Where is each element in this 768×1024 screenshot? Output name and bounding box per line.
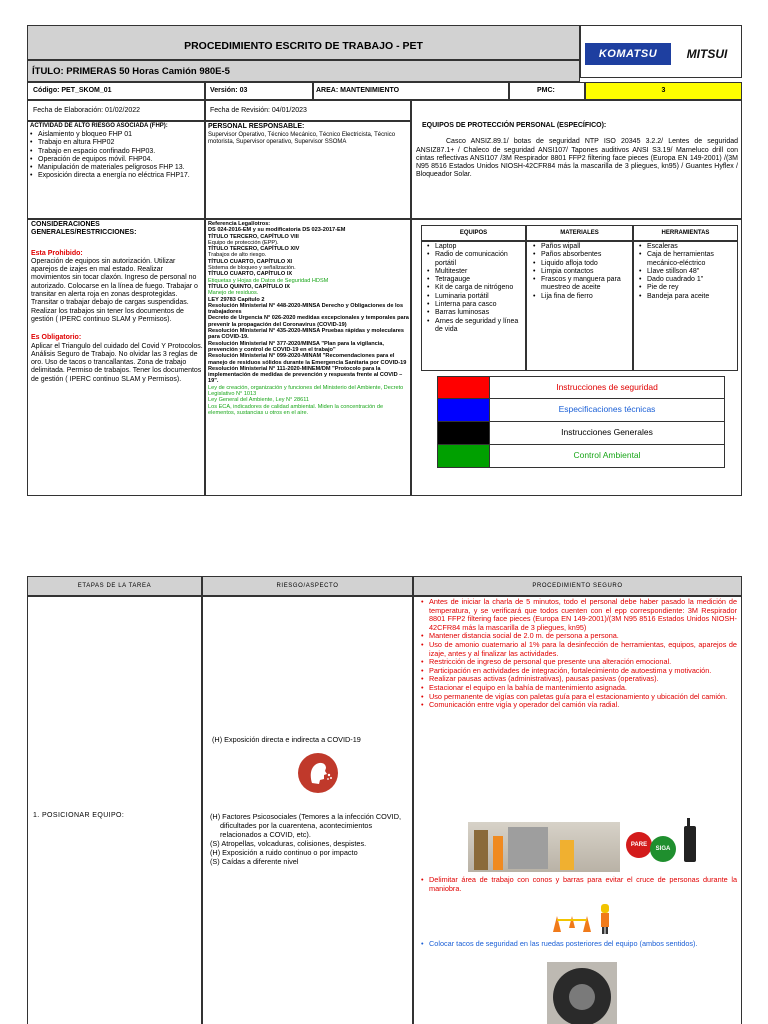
- logo-area: [580, 25, 742, 78]
- list-item: • Colocar tacos de seguridad en las ruedas posteriores del equipo (ambos sentidos).: [421, 940, 737, 949]
- list-item: • Paños absorbentes: [533, 251, 631, 259]
- epp-block: [416, 122, 738, 180]
- risk-activity-block: [30, 123, 204, 181]
- legal-line: LEY 29783 Capítulo 2: [208, 296, 265, 303]
- legal-line: Resolución Ministerial N° 111-2020-MINEM/DM "Protocolo para la implementación de medidas de prevención y respuesta frente al COVID – 19".: [208, 365, 403, 385]
- list-item: • Uso permanente de vigías con paletas guía para el estacionamiento y ubicación del camión.: [421, 693, 737, 702]
- list-item: • Operación de equipos móvil. FHP04.: [30, 156, 204, 164]
- legal-line: TÍTULO CUARTO, CAPÍTULO XI: [208, 258, 293, 265]
- radio-icon: [684, 826, 696, 862]
- wheel-chock-image: [547, 962, 617, 1024]
- list-item: • Uso de amonio cuaternario al 1% para la desinfección de herramientas, equipos, aparejos de izaje, antes y al finalizar las actividades.: [421, 641, 737, 658]
- prohibited-title: Esta Prohibido:: [31, 249, 83, 257]
- legal-line: TÍTULO TERCERO, CAPÍTULO XIV: [208, 246, 300, 253]
- legend-row: [437, 399, 725, 422]
- legal-line: Equipo de protección (EPP).: [208, 239, 279, 246]
- list-item: • Frascos y manguera para muestreo de aceite: [533, 276, 631, 293]
- legend-swatch: [438, 399, 490, 421]
- legal-line: Resolución Ministerial N° 377-2020/MINSA "Plan para la vigilancia, prevención y control de COVID-19 en el trabajo": [208, 340, 384, 353]
- legal-line: Resolución Ministerial N° 435-2020-MINSA Pruebas rápidas y moleculares para COVID-19.: [208, 328, 405, 341]
- list-item: • Liquido afloja todo: [533, 260, 631, 268]
- mandatory-text: Aplicar el Triangulo del cuidado del Covid Y Protocolos. Análisis Seguro de Trabajo. No olvidar las 3 reglas de oro. Uso de tacos o trancallantas. Zona de trabajo delimitada. Permiso de trabajos. Tener los documentos de gestión ( IPERC continuo SLAM y Permisos).: [31, 342, 203, 383]
- list-item: • Realizar pausas activas (administrativas), pausas pasivas (operativas).: [421, 675, 737, 684]
- legal-line: Manejo de residuos.: [208, 290, 259, 297]
- equipos-list: [427, 243, 523, 334]
- legend-row: [437, 422, 725, 445]
- legal-line: DS 024-2016-EM y su modificatoria DS 023-2017-EM: [208, 227, 346, 234]
- legal-line: TÍTULO QUINTO, CAPÍTULO IX: [208, 283, 290, 290]
- legend-row: [437, 445, 725, 468]
- document-area: AREA: MANTENIMIENTO: [316, 87, 400, 94]
- list-item: • Kit de carga de nitrógeno: [427, 284, 523, 292]
- list-item: • Trabajo en altura FHP02: [30, 139, 204, 147]
- epp-title: EQUIPOS DE PROTECCIÓN PERSONAL (ESPECÍFICO):: [422, 122, 607, 129]
- list-item: • Estacionar el equipo en la bahía de mantenimiento asignada.: [421, 684, 737, 693]
- personnel-block: [208, 123, 408, 146]
- mitsui-logo: MITSUI: [686, 47, 728, 61]
- list-item: • Manipulación de materiales peligrosos FHP 13.: [30, 164, 204, 172]
- legend-swatch: [438, 422, 490, 444]
- materiales-header: MATERIALES: [560, 230, 599, 236]
- list-item: • Pie de rey: [639, 284, 736, 292]
- legal-line: Resolución Ministerial N° 099-2020-MINAM "Recomendaciones para el manejo de residuos sólidos durante la Emergencia Sanitaria por COVID-19: [208, 353, 407, 366]
- legend-label: Control Ambiental: [573, 450, 641, 460]
- considerations-title: CONSIDERACIONES GENERALES/RESTRICCIONES:: [31, 221, 137, 237]
- legal-line: Los ECA, indicadores de calidad ambiental. Miden la concentración de elementos, sustancias u otros en el aire.: [208, 403, 384, 416]
- list-item: • Dado cuadrado 1": [639, 276, 736, 284]
- stage-column-header: ETAPAS DE LA TAREA: [77, 583, 152, 589]
- list-item: • Luminaria portátil: [427, 293, 523, 301]
- pmc-label: PMC:: [537, 87, 555, 94]
- legend-row: [437, 376, 725, 399]
- pmc-value: 3: [661, 87, 666, 94]
- list-item: • Antes de iniciar la charla de 5 minutos, todo el personal debe haber pasado la medición de temperatura, y se verificará que todos cuenten con el epp correspondiente: 3M Respirador 8801 FFP2 filtering face pieces (Europa EN 149-2001)/(3M N95 8516 Estados Unidos NIOSH-42CFR84 más la mascarilla de 3 pliegues, kn95): [421, 598, 737, 632]
- list-item: • Llave stillson 48": [639, 268, 736, 276]
- list-item: • Barras luminosas: [427, 309, 523, 317]
- color-legend: [437, 376, 725, 468]
- legal-line: TÍTULO TERCERO, CAPÍTULO VIII: [208, 233, 299, 240]
- mandatory-title: Es Obligatorio:: [31, 334, 82, 342]
- epp-text: Casco ANSIZ.89.1/ botas de seguridad NTP ISO 20345 3.2.2/ Lentes de seguridad ANSIZ87.1+ / Chaleco de seguridad ANSI107/ Tapones auditivos ANSI S3.19/ Marneluco drill con cintas reflectivas ANSI107 /3M Respirador 8801 FFP2 filtering face pieces (Europa EN 149-2001) /(3M N95 8516 Estados Unidos NIOSH-42CFR84 más la mascarilla de 3 pliegues, kn95) / Guantes Hyflex / Bloqueador Solar.: [416, 138, 738, 179]
- procedure-chocks-list: [421, 940, 737, 949]
- pare-sign-icon: PARE: [626, 832, 652, 858]
- procedure-delimit-list: [421, 876, 737, 893]
- list-item: • Participación en actividades de integración, fortalecimiento de autoestima y motivación.: [421, 667, 737, 676]
- legend-swatch: [438, 445, 490, 467]
- list-item: • Aislamiento y bloqueo FHP 01: [30, 131, 204, 139]
- cones-barrier-image: [547, 898, 619, 936]
- list-item: • Exposición directa a energía no eléctrica FHP17.: [30, 172, 204, 180]
- legend-label: Instrucciones Generales: [561, 427, 653, 437]
- legal-references: [208, 221, 409, 416]
- risk-psychosocial: (H) Factores Psicosociales (Temores a la infección COVID, dificultades por la cuarentena, acontecimientos relacionados a COVID, etc).: [210, 812, 401, 839]
- risk-falls: (S) Caídas a diferente nivel: [210, 857, 299, 866]
- revision-date: Fecha de Revisión: 04/01/2023: [210, 107, 307, 114]
- risk-noise: (H) Exposición a ruido continuo o por impacto: [210, 848, 358, 857]
- list-item: • Bandeja para aceite: [639, 293, 736, 301]
- legal-line: Resolución Ministerial N° 448-2020-MINSA Derecho y Obligaciones de los trabajadores: [208, 302, 404, 316]
- herramientas-list: [639, 243, 736, 301]
- equipos-header: EQUIPOS: [459, 230, 488, 236]
- document-code: Código: PET_SKOM_01: [33, 87, 112, 94]
- legal-line: Ley General del Ambiente, Ley N° 28611: [208, 397, 310, 404]
- legal-line: Sistema de bloqueo y señalización.: [208, 265, 296, 272]
- covid-cough-icon: [298, 753, 338, 793]
- list-item: • Paños wipall: [533, 243, 631, 251]
- risk-activity-title: ACTIVIDAD DE ALTO RIESGO ASOCIADA (FHP):: [30, 123, 168, 129]
- list-item: • Restricción de ingreso de personal que presente una alteración emocional.: [421, 658, 737, 667]
- task-stage-cell: [27, 596, 202, 1024]
- legal-title: Referencia Legal/otros:: [208, 221, 271, 227]
- risk-list: [210, 812, 410, 866]
- list-item: • Radio de comunicación portátil: [427, 251, 523, 268]
- list-item: • Caja de herramientas mecánico-eléctrico: [639, 251, 736, 268]
- procedure-safety-list: [421, 598, 737, 710]
- document-subtitle: ÍTULO: PRIMERAS 50 Horas Camión 980E-5: [32, 66, 230, 77]
- legal-line: TÍTULO CUARTO, CAPÍTULO IX: [208, 271, 293, 278]
- materiales-list: [533, 243, 631, 301]
- list-item: • Tetragauge: [427, 276, 523, 284]
- prohibited-text: Operación de equipos sin autorización. Utilizar aparejos de izajes en mal estado. Realizar movimientos sin tocar claxón. Ingreso de personal no autorizado. Colocarse en la línea de fuego. Trabajar o transitar en alerta roja en zonas desprotegidas. Transitar o trabajar debajo de cargas suspendidas. Realizar los trabajos sin tener los documentos de gestión ( IPERC continuo SLAM y Permisos).: [31, 257, 198, 323]
- task-risk-cell: [202, 596, 413, 1024]
- list-item: • Arnes de seguridad y línea de vida: [427, 318, 523, 335]
- task-stage-label: 1. POSICIONAR EQUIPO:: [33, 812, 125, 819]
- list-item: • Comunicación entre vigía y operador del camión vía radial.: [421, 701, 737, 710]
- signalman-image: [468, 822, 620, 872]
- document-version: Versión: 03: [210, 87, 248, 94]
- list-item: • Linterna para casco: [427, 301, 523, 309]
- siga-sign-icon: SIGA: [650, 836, 676, 862]
- komatsu-logo: KOMATSU: [585, 43, 671, 65]
- personnel-title: PERSONAL RESPONSABLE:: [208, 123, 305, 130]
- list-item: • Laptop: [427, 243, 523, 251]
- legal-line: Trabajos de alto riesgo.: [208, 252, 267, 259]
- legal-line: Etiquetas y Hojas de Datos de Seguridad HDSM: [208, 277, 329, 284]
- list-item: • Limpia contactos: [533, 268, 631, 276]
- list-item: • Lija fina de fierro: [533, 293, 631, 301]
- legend-label: Instrucciones de seguridad: [556, 382, 658, 392]
- legend-swatch: [438, 377, 490, 398]
- list-item: • Mantener distancia social de 2.0 m. de persona a persona.: [421, 632, 737, 641]
- risk-covid-text: (H) Exposición directa e indirecta a COVID-19: [212, 735, 361, 744]
- legend-label: Especificaciones técnicas: [558, 404, 656, 414]
- legal-line: Ley de creación, organización y funciones del Ministerio del Ambiente, Decreto Legislativo N° 1013: [208, 384, 404, 398]
- herramientas-header: HERRAMIENTAS: [661, 230, 710, 236]
- elaboration-date: Fecha de Elaboración: 01/02/2022: [33, 107, 141, 114]
- list-item: • Multitester: [427, 268, 523, 276]
- risk-column-header: RIESGO/ASPECTO: [276, 583, 339, 589]
- page-title: PROCEDIMIENTO ESCRITO DE TRABAJO - PET: [184, 40, 423, 52]
- list-item: • Escaleras: [639, 243, 736, 251]
- list-item: • Trabajo en espacio confinado FHP03.: [30, 148, 204, 156]
- risk-activity-list: [30, 131, 204, 181]
- list-item: • Delimitar área de trabajo con conos y barras para evitar el cruce de personas durante la maniobra.: [421, 876, 737, 893]
- personnel-text: Supervisor Operativo, Técnico Mecánico, Técnico Electricista, Técnico motorista, Supervisor operativo, Supervisor SSOMA: [208, 132, 396, 146]
- procedure-column-header: PROCEDIMIENTO SEGURO: [532, 583, 623, 589]
- considerations-block: [31, 221, 203, 384]
- risk-run-over: (S) Atropellas, volcaduras, colisiones, despistes.: [210, 839, 367, 848]
- legal-line: Decreto de Urgencia N° 026-2020 medidas excepcionales y temporales para prevenir la propagación del Coronavirus (COVID-19): [208, 315, 409, 328]
